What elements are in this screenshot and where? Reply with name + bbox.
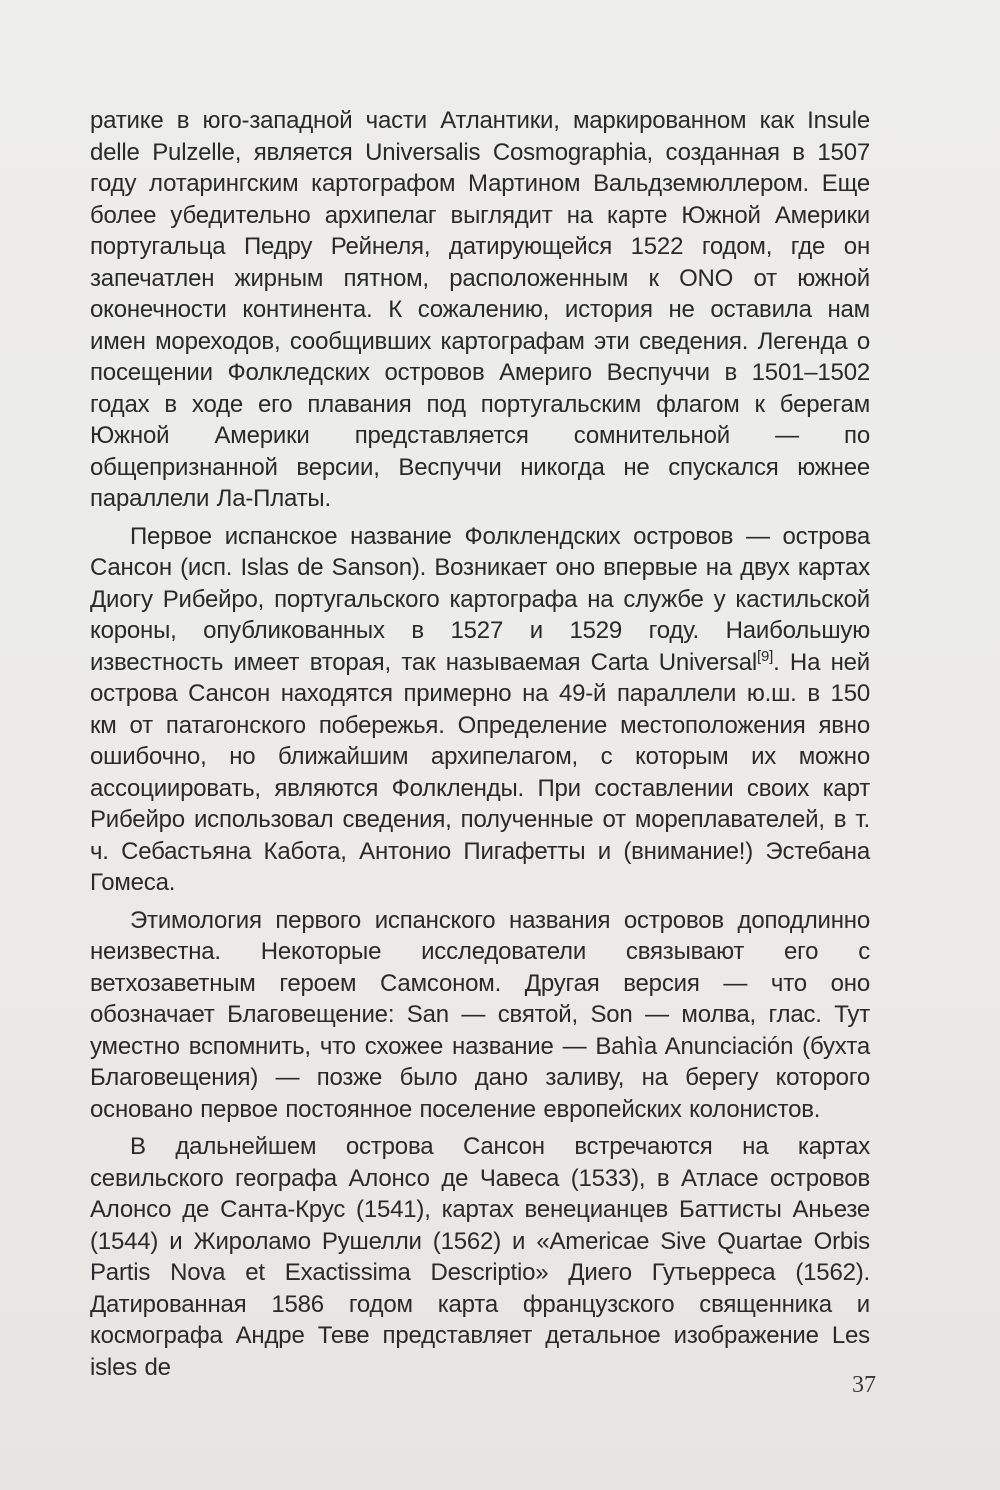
paragraph-2: [90, 521, 870, 899]
paragraph-2-part-2: . На ней острова Сансон находятся примерно на 49-й параллели ю.ш. в 150 км от патагонского побережья. Определение местоположения явно ошибочно, но ближайшим архипелагом, с которым их можно ассоциировать, являются Фолкленды. При составлении своих карт Рибейро использовал сведения, полученные от мореплавателей, в т. ч. Себастьяна Кабота, Антонио Пигафетты и (внимание!) Эстебана Гомеса.: [90, 648, 871, 896]
paragraph-1: ратике в юго-западной части Атлантики, маркированном как Insule delle Pulzelle, является Universalis Cosmographia, созданная в 1507 году лотарингским картографом Мартином Вальдземюллером. Еще более убедительно архипелаг выглядит на карте Южной Америки португальца Педру Рейнеля, датирующейся 1522 годом, где он запечатлен жирным пятном, расположенным к ONO от южной оконечности континента. К сожалению, история не оставила нам имен мореходов, сообщивших картографам эти сведения. Легенда о посещении Фолкледских островов Америго Веспуччи в 1501–1502 годах в ходе его плавания под португальским флагом к берегам Южной Америки представляется сомнительной — по общепризнанной версии, Веспуччи никогда не спускался южнее параллели Ла-Платы.: [90, 107, 870, 512]
paragraph-3: Этимология первого испанского названия островов доподлинно неизвестна. Некоторые исследователи связывают его с ветхозаветным героем Самсоном. Другая версия — что оно обозначает Благовещение: San — святой, Son — молва, глас. Тут уместно вспомнить, что схожее название — Bahìa Anunciación (бухта Благовещения) — позже было дано заливу, на берегу которого основано первое постоянное поселение европейских колонистов.: [90, 906, 870, 1123]
page-number: 37: [852, 1372, 876, 1398]
paragraph-2-part-1: Первое испанское название Фолклендских островов — острова Сансон (исп. Islas de Sanson). Возникает оно впервые на двух картах Диогу Рибейро, португальского картографа на службе у кастильской короны, опубликованных в 1527 и 1529 году. Наибольшую известность имеет вторая, так называемая Carta Universal: [90, 522, 870, 676]
footnote-reference[interactable]: [9]: [757, 647, 774, 665]
paragraph-4: В дальнейшем острова Сансон встречаются на картах севильского географа Алонсо де Чавеса (1533), в Атласе островов Алонсо де Санта-Крус (1541), картах венецианцев Баттисты Аньезе (1544) и Жироламо Рушелли (1562) и «Americae Sive Quartae Orbis Partis Nova et Exactissima Descriptio» Диего Гутьерреса (1562). Датированная 1586 годом карта французского священника и космографа Андре Теве представляет детальное изображение Les isles de: [90, 1133, 870, 1381]
body-text: [90, 105, 870, 1383]
